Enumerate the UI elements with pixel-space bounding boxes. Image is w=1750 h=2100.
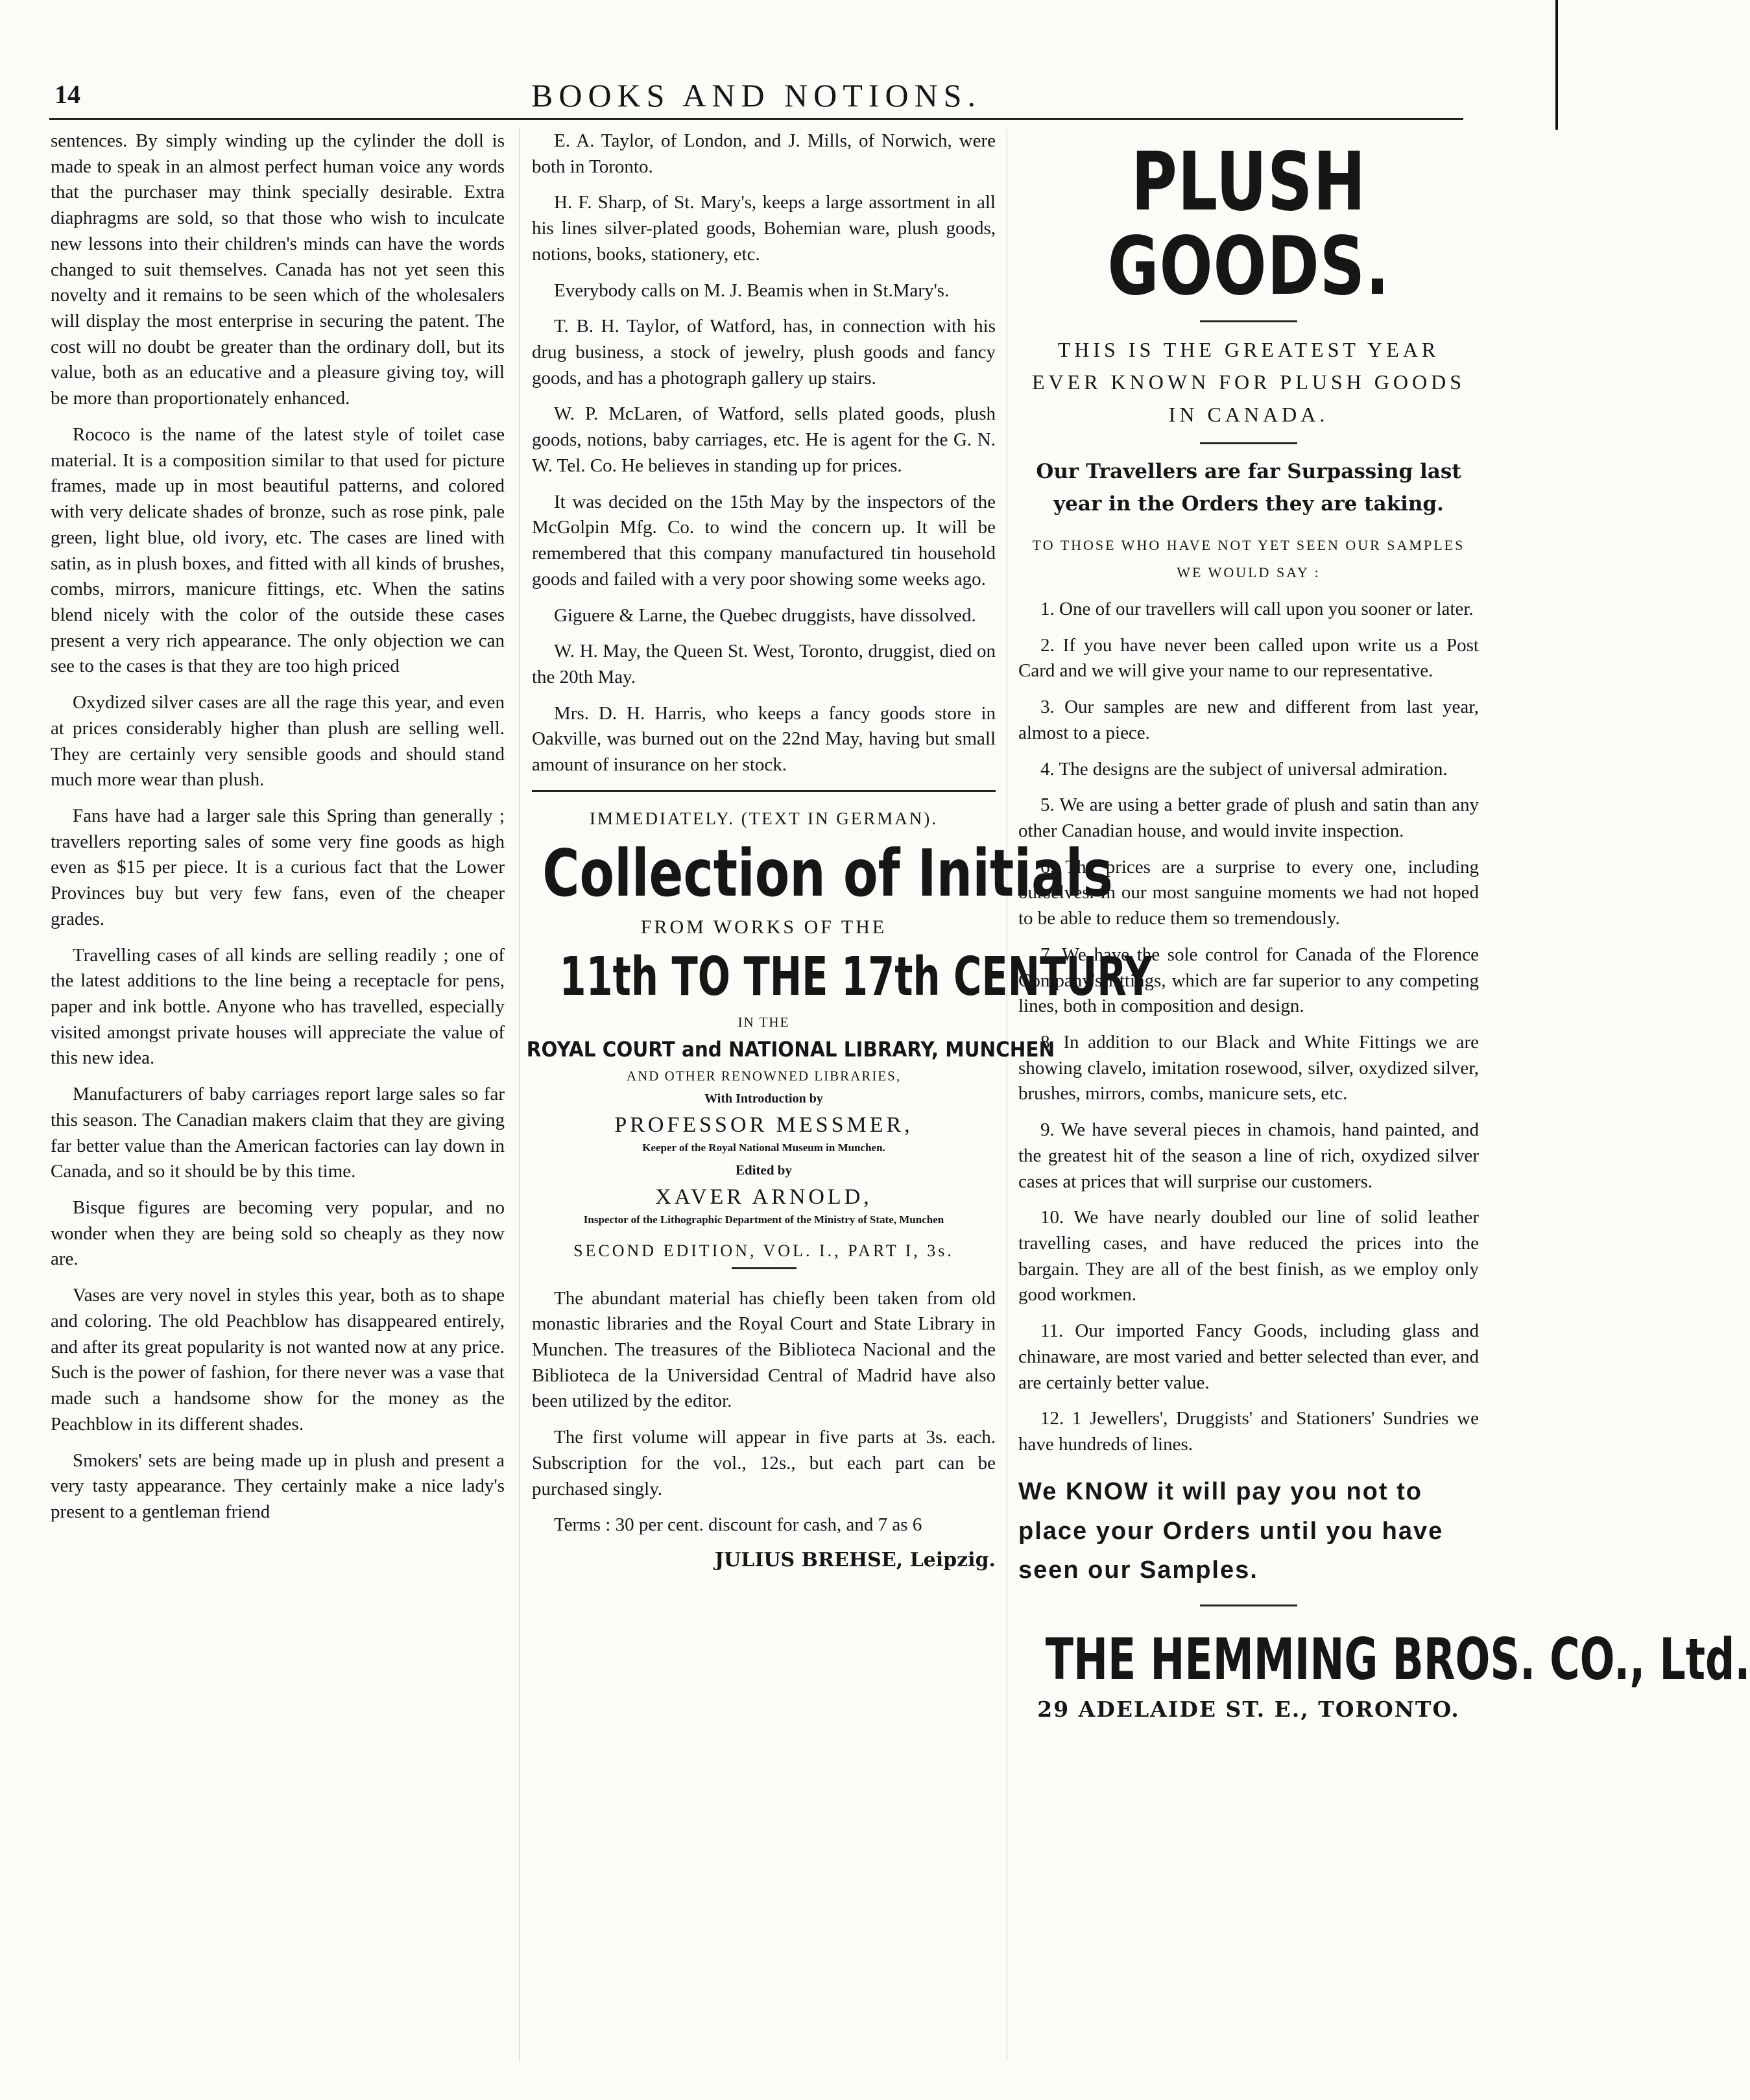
ad-rule <box>732 1267 797 1269</box>
header-rule <box>49 118 1463 120</box>
list-item: 4. The designs are the subject of universal admiration. <box>1040 758 1448 780</box>
paragraph: Rococo is the name of the latest style of toilet case material. It is a composition similar to that used for picture frames, made up in most beautiful patterns, and colored with very delicate shades of bronze, such as rose pink, pale green, light blue, old ivory, etc. The cases are lined with satin, as in plush boxes, and fitted with all kinds of brushes, combs, mirrors, manicure fittings, etc. When the satins blend nicely with the color of the outside these cases present a very rich appearance. The only objection we can see to the cases is that they are too high priced <box>51 424 505 677</box>
list-item: 12. 1 Jewellers', Druggists' and Stationers' Sundries we have hundreds of lines. <box>1018 1408 1479 1455</box>
paragraph: Vases are very novel in styles this year, both as to shape and coloring. The old Peachblow has disappeared entirely, and after its great popularity is not wanted now at any price. Such is the power of fashion, for there never was a vase that made such a handsome show for the money as the Peachblow in its different shades. <box>51 1285 505 1435</box>
news-item: W. H. May, the Queen St. West, Toronto, druggist, died on the 20th May. <box>532 641 996 687</box>
ad-publisher: JULIUS BREHSE, Leipzig. <box>714 1549 996 1572</box>
ad-intro: With Introduction by <box>704 1091 823 1106</box>
ad-kicker: IMMEDIATELY. (TEXT IN GERMAN). <box>589 808 938 828</box>
list-item: 7. We have the sole control for Canada of the Florence Company's fittings, which are far superior to any competing lines, both in composition and design. <box>1018 944 1479 1017</box>
list-item: 5. We are using a better grade of plush and satin than any other Canadian house, and would invite inspection. <box>1018 794 1479 841</box>
section-rule <box>532 790 996 792</box>
plush-subtitle: THIS IS THE GREATEST YEAR EVER KNOWN FOR PLUSH GOODS IN CANADA. <box>1031 338 1466 426</box>
list-item: 3. Our samples are new and different from last year, almost to a piece. <box>1018 697 1479 743</box>
paragraph: Bisque figures are becoming very popular, and no wonder when they are being sold so cheaply as they now are. <box>51 1197 505 1270</box>
samples-list <box>1018 597 1479 1458</box>
ad-from-works: FROM WORKS OF THE <box>640 916 887 938</box>
subtitle-rule <box>1200 442 1297 444</box>
paragraph: Travelling cases of all kinds are selling readily ; one of the latest additions to the line being a receptacle for pens, paper and ink bottle. Anyone who has travelled, especially visited amongst private houses will appreciate the value of this new idea. <box>51 944 505 1069</box>
ad-keeper: Keeper of the Royal National Museum in Munchen. <box>642 1141 885 1154</box>
news-item: Everybody calls on M. J. Beamis when in St.Mary's. <box>554 280 950 301</box>
ad-paragraph: The first volume will appear in five parts at 3s. each. Subscription for the vol., 12s., but each part can be purchased singly. <box>532 1427 996 1499</box>
column-3 <box>1018 128 1750 1723</box>
list-item: 2. If you have never been called upon write us a Post Card and we will give your name to our representative. <box>1018 634 1479 682</box>
paragraph: Smokers' sets are being made up in plush and present a very tasty appearance. They certainly make a nice lady's present to a gentleman friend <box>51 1450 505 1522</box>
running-title: BOOKS AND NOTIONS. <box>531 77 981 113</box>
ad-other-libraries: AND OTHER RENOWNED LIBRARIES, <box>626 1068 902 1084</box>
list-item: 11. Our imported Fancy Goods, including glass and chinaware, are most varied and better selected than ever, and are certainly better value. <box>1018 1320 1479 1393</box>
news-item: H. F. Sharp, of St. Mary's, keeps a large assortment in all his lines silver-plated goods, Bohemian ware, plush goods, notions, books, stationery, etc. <box>532 192 996 265</box>
ad-paragraph: The abundant material has chiefly been taken from old monastic libraries and the Royal Court and State Library in Munchen. The treasures of the Biblioteca Nacional and the Biblioteca de la Universidad Central of Madrid have also been utilized by the editor. <box>532 1287 996 1412</box>
ad-edited-by: Edited by <box>736 1162 792 1178</box>
news-item: Mrs. D. H. Harris, who keeps a fancy goods store in Oakville, was burned out on the 22nd May, having but small amount of insurance on her stock. <box>532 702 996 776</box>
ad-century: 11th TO THE 17th CENTURY <box>559 946 1153 1008</box>
paragraph: Fans have had a larger sale this Spring than generally ; travellers reporting sales of some very fine goods as high even as $15 per piece. It is a curious fact that the Lower Provinces buy but very few fans, even of the cheaper grades. <box>51 805 505 929</box>
news-item: Giguere & Larne, the Quebec druggists, have dissolved. <box>554 604 976 626</box>
title-rule <box>1200 320 1297 322</box>
initials-advertisement <box>526 808 1153 1572</box>
samples-intro: TO THOSE WHO HAVE NOT YET SEEN OUR SAMPLES WE WOULD SAY : <box>1032 537 1465 581</box>
page-header <box>49 73 1463 113</box>
ad-inspector: Inspector of the Lithographic Department of the Ministry of State, Munchen <box>583 1213 944 1226</box>
company-address: 29 ADELAIDE ST. E., TORONTO. <box>1037 1697 1460 1723</box>
ad-in-the: IN THE <box>737 1014 790 1030</box>
news-item: E. A. Taylor, of London, and J. Mills, of Norwich, were both in Toronto. <box>532 130 996 177</box>
list-item: 8. In addition to our Black and White Fittings we are showing clavelo, imitation rosewood, silver, oxydized silver, brushes, mirrors, combs, manicure sets, etc. <box>1018 1032 1479 1104</box>
ad-editor: XAVER ARNOLD, <box>655 1185 872 1210</box>
ad-paragraph: Terms : 30 per cent. discount for cash, and 7 as 6 <box>554 1514 922 1536</box>
paragraph: Manufacturers of baby carriages report large sales so far this season. The Canadian makers claim that they are giving far better value than the American factories can lay down in Canada, and so it should be by this time. <box>51 1084 505 1182</box>
paragraph: Oxydized silver cases are all the rage this year, and even at prices considerably higher than plush are selling well. They are certainly very sensible goods and should stand much more wear than plush. <box>51 692 505 791</box>
list-item: 6. The prices are a surprise to every one, including ourselves. In our most sanguine moments we had not hoped to be able to reduce them so tremendously. <box>1018 856 1479 929</box>
closing-rule <box>1200 1605 1297 1606</box>
list-item: 1. One of our travellers will call upon you sooner or later. <box>1040 598 1474 619</box>
news-item: W. P. McLaren, of Watford, sells plated goods, plush goods, notions, baby carriages, etc. He is agent for the G. N. W. Tel. Co. He believes in standing up for prices. <box>532 403 996 476</box>
news-item: It was decided on the 15th May by the inspectors of the McGolpin Mfg. Co. to wind the concern up. It will be remembered that this company manufactured tin household goods and failed with a very poor showing some weeks ago. <box>532 491 996 590</box>
column-1 <box>51 128 505 1536</box>
news-item: T. B. H. Taylor, of Watford, has, in connection with his drug business, a stock of jewelry, plush goods and fancy goods, and has a photograph gallery up stairs. <box>532 316 996 388</box>
ad-title: Collection of Initials <box>542 835 1113 911</box>
travellers-note: Our Travellers are far Surpassing last year in the Orders they are taking. <box>1036 460 1461 516</box>
plush-title: PLUSH GOODS. <box>1107 136 1390 314</box>
column-2 <box>526 128 1153 1572</box>
ad-royal-library: ROYAL COURT and NATIONAL LIBRARY, MUNCHEN <box>526 1036 1055 1062</box>
paragraph: sentences. By simply winding up the cylinder the doll is made to speak in an almost perfect human voice any words that the purchaser may think specially desirable. Extra diaphragms are sold, so that those who wish to inculcate new lessons into their children's minds can have the words changed to suit themselves. Canada has not yet seen this novelty and it remains to be seen which of the wholesalers will display the most enterprise in securing the patent. The cost will no doubt be greater than the ordinary doll, but its value, both as an educative and a pleasure giving toy, will be more than proportionately enhanced. <box>51 130 505 409</box>
closing-statement: We KNOW it will pay you not to place your Orders until you have seen our Samples. <box>1018 1477 1444 1584</box>
ad-edition: SECOND EDITION, VOL. I., PART I, 3s. <box>573 1241 954 1260</box>
ad-professor: PROFESSOR MESSMER, <box>614 1112 913 1137</box>
list-item: 9. We have several pieces in chamois, hand painted, and the greatest hit of the season a line of rich, oxydized silver cases at prices that will surprise our customers. <box>1018 1119 1479 1192</box>
page-number: 14 <box>54 80 80 109</box>
edge-rule <box>1555 0 1558 130</box>
list-item: 10. We have nearly doubled our line of solid leather travelling cases, and have reduced the prices into the bargain. They are all of the best finish, as we employ only good workmen. <box>1018 1207 1479 1306</box>
company-name: THE HEMMING BROS. CO., Ltd. <box>1045 1626 1750 1693</box>
column-divider <box>519 128 520 2061</box>
